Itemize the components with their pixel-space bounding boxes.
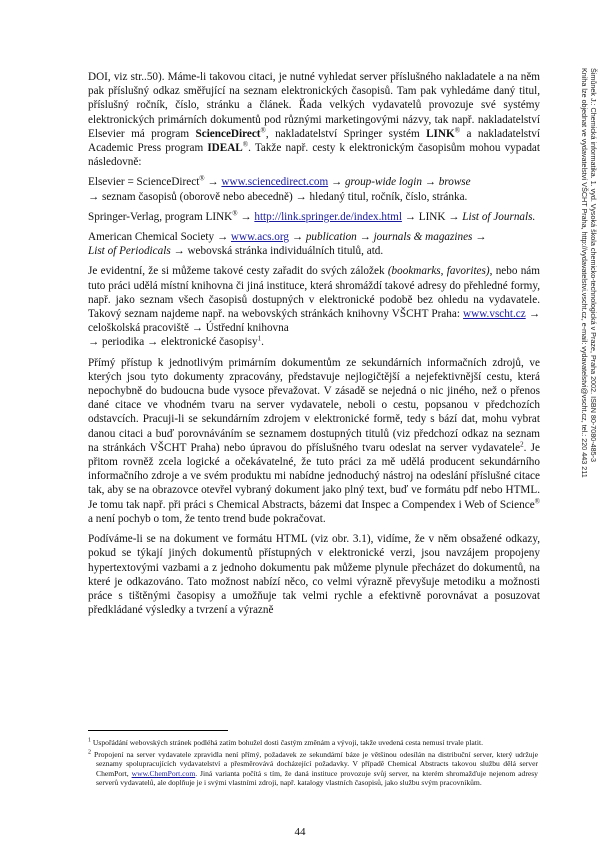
link-name: LINK	[426, 127, 455, 140]
path-acs: American Chemical Society → www.acs.org → publication → journals & magazines → List of Periodicals → webovská stránka individuálních titulů, atd.	[88, 231, 487, 258]
footnote-divider	[88, 730, 228, 731]
path-springer: Springer-Verlag, program LINK® → http://link.springer.de/index.html → LINK → List of Journals.	[88, 209, 536, 223]
link-sciencedirect[interactable]: www.sciencedirect.com	[221, 176, 329, 189]
footnote-ref-1[interactable]: 1	[257, 334, 262, 343]
footnotes	[88, 738, 538, 790]
link-vscht[interactable]: www.vscht.cz	[463, 308, 526, 321]
paragraph-direct-access: Přímý přístup k jednotlivým primárním dokumentům ze sekundárních informačních zdrojů, ve kterých jsou tyto dokumenty zpracovány, představuje nejlogičtější a nejefektivnější cestu, která nepochybně do budoucna bude vysoce převažovat. V zásadě se nejedná o nic jiného, než o přenos dané citace ve vhodném tvaru na server vydavatele, neboli o cestu, popsanou v předchozích odstavcích. Pracuji-li se sekundárním zdrojem v elektronické formě, tedy s bází dat, mohu vybrat danou citaci a buď porovnáváním se seznamem dostupných titulů (viz předchozí odkaz na seznam na stránkách VŠCHT Praha) nebo úpravou do příslušného tvaru odeslat na server vydavatele$^2$. Je přitom rovněž zcela logické a očekávatelné, že tuto práci za mě udělá producent sekundárního informačního zdroje a ve svém produktu mi nabídne jednoduchý nástroj na odeslání příslušné citace tak, aby se na obrazovce otevřel vybraný dokument jako plný text, buď ve formátu pdf nebo HTML. Je tomu tak např. při práci s Chemical Abstracts, bázemi dat Inspec a Compendex i Web of Science® a není pochyb o tom, že tento trend bude pokračovat.	[88, 356, 540, 525]
paragraph-html: Podíváme-li se na dokument ve formátu HTML (viz obr. 3.1), vidíme, že v něm obsažené odkazy, pokud se týkají jiných dokumentů přístupných v elektronické verzi, jsou navzájem propojeny hypertextovými vazbami a z jednoho dokumentu pak můžeme plynule přecházet do dokumentů, na které je odkazováno. Tato možnost nabízí něco, co velmi výrazně převyšuje metodiku a možnosti práce s tištěnými časopisy a umožňuje tak velmi rychle a efektivně porovnávat a posuzovat předkládané výsledky a tvrzení a výrazně	[88, 533, 540, 617]
footnote-1: $^1$ Uspořádání webovských stránek podléhá zatím bohužel dosti častým změnám a vývoji, takže uvedená cesta nemusí trvale platit.	[88, 737, 484, 747]
link-acs[interactable]: www.acs.org	[230, 231, 290, 244]
path-elsevier: Elsevier = ScienceDirect® → www.sciencedirect.com → group-wide login → browse → seznam časopisů (oborově nebo abecedně) → hledaný titul, ročník, číslo, stránka.	[88, 174, 471, 203]
page-number: 44	[294, 826, 306, 838]
link-chemport[interactable]: www.ChemPort.com	[131, 768, 196, 778]
main-text	[88, 70, 540, 623]
side-citation	[548, 68, 598, 608]
side-citation-line2: Kniha lze objednat ve vydavatelství VŠCHT Praha, http://vydavatelstvi.vscht.cz, e-mail: vydavatelstvi@vscht.cz, tel.: 220 443 211	[579, 68, 589, 478]
footnote-ref-2[interactable]: 2	[520, 440, 524, 449]
paragraph-intro: DOI, viz str..50). Máme-li takovou citaci, je nutné vyhledat server příslušného nakladatele a na něm pak příslušný odkaz směřující na seznam elektronických časopisů. Tam pak vyhledáme daný titul, příslušný ročník, číslo, stránku a článek. Řada velkých vydavatelů provozuje své systémy elektronických primárních dokumentů pod různými marketingovými názvy, tak např. nakladatelství Elsevier má program ScienceDirect®, nakladatelství Springer systém LINK® a nakladatelství Academic Press program IDEAL®. Takže např. cesty k elektronickým časopisům mohou vypadat následovně:	[88, 71, 540, 169]
footnote-2: $^2$ Propojení na server vydavatele zpravidla není přímý, požadavek ze sekundární báze je většinou odesílán na distribuční server, který udržuje seznamy spolupracujících vydavatelství a přesměrovává docházející požadavky. V případě Chemical Abstracts takovou službu dělá server ChemPort, www.ChemPort.com. Jiná varianta počítá s tím, že daná instituce provozuje svůj server, na kterém shromažďuje nejenom adresy serverů vydavatelů, ale doplňuje je i svými vlastními zdroji, např. katalogy vlastních časopisů, jako službu svým pracovníkům.	[88, 749, 538, 788]
sciencedirect-name: ScienceDirect	[195, 127, 261, 140]
link-springer[interactable]: http://link.springer.de/index.html	[254, 210, 402, 223]
paragraph-bookmarks: Je evidentní, že si můžeme takové cesty zařadit do svých záložek (bookmarks, favorites), nebo nám tuto práci udělá místní knihovna či jiná instituce, která shromáždí takové adresy do přehledné formy, např. jako seznam všech časopisů dostupných v elektronické podobě bez ohledu na vydavatele. Takový seznam najdeme např. na webovských stránkách knihovny VŠCHT Praha: www.vscht.cz → celoškolská pracoviště → Ústřední knihovna → periodika → elektronické časopisy$^1$.	[88, 265, 540, 349]
ideal-name: IDEAL	[207, 142, 243, 155]
arrow-icon: →	[207, 176, 219, 189]
side-citation-line1: Šimůnek J.: Chemická informatika. 1. vyd. Vysoká škola chemicko-technologická v Praze, Praha 2002. ISBN 80-7080-485-3	[589, 68, 598, 463]
